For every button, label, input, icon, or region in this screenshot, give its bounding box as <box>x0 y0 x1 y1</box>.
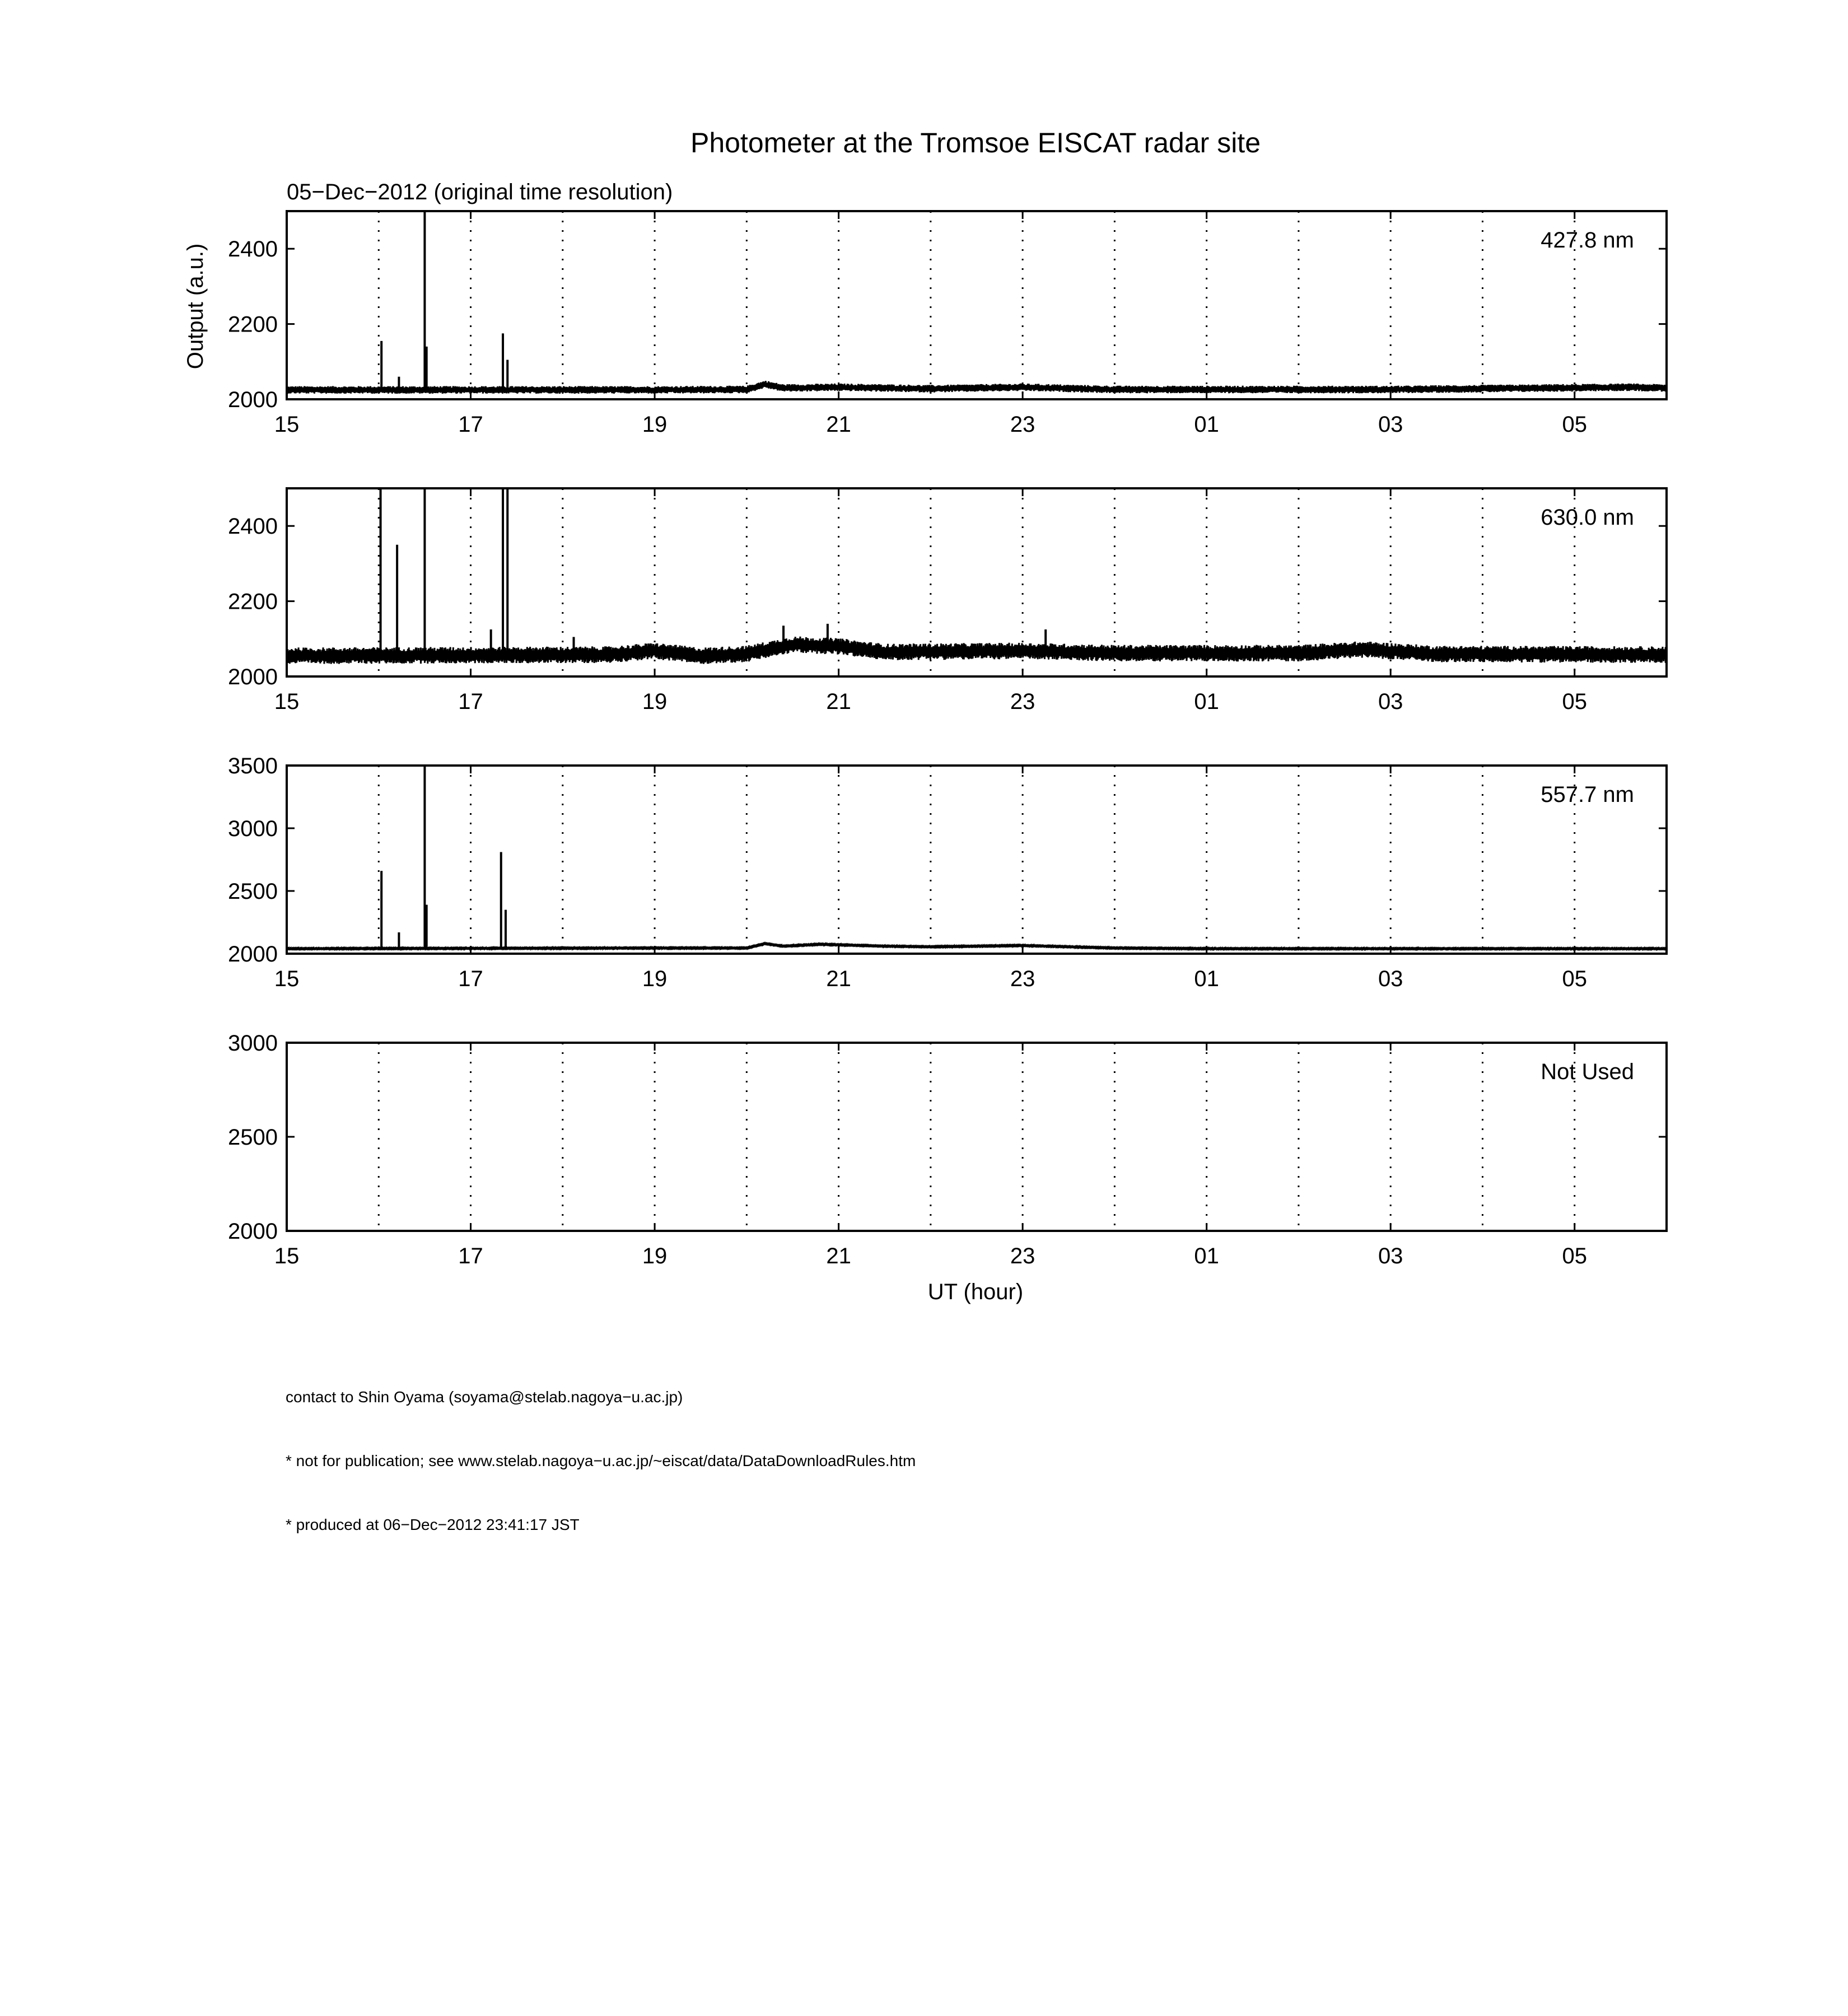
x-tick-label: 19 <box>642 967 668 991</box>
x-tick-label: 23 <box>1010 689 1035 714</box>
panel-frame <box>287 766 1667 954</box>
y-tick-label: 3000 <box>228 1031 278 1056</box>
panel-4 <box>228 1031 1667 1268</box>
panel-2 <box>228 488 1667 714</box>
x-tick-label: 01 <box>1194 689 1219 714</box>
y-tick-label: 3000 <box>228 816 278 841</box>
series-trace <box>287 381 1667 394</box>
spikes <box>381 766 506 949</box>
x-tick-label: 19 <box>642 1244 668 1268</box>
footnote-publication-rules: * not for publication; see www.stelab.nagoya−u.ac.jp/~eiscat/data/DataDownloadRules.htm <box>286 1452 916 1469</box>
x-tick-label: 17 <box>458 967 483 991</box>
x-tick-label: 03 <box>1378 967 1403 991</box>
x-tick-label: 15 <box>274 689 300 714</box>
x-tick-label: 05 <box>1562 689 1587 714</box>
panel-label: 630.0 nm <box>1541 505 1634 530</box>
y-tick-label: 2400 <box>228 514 278 539</box>
y-tick-label: 2200 <box>228 589 278 614</box>
panel-3 <box>228 754 1667 991</box>
y-tick-label: 2000 <box>228 1219 278 1244</box>
y-tick-label: 2000 <box>228 388 278 412</box>
hour-grid <box>379 1043 1574 1231</box>
x-tick-label: 15 <box>274 967 300 991</box>
x-tick-label: 17 <box>458 689 483 714</box>
x-tick-label: 21 <box>826 967 851 991</box>
x-ticks <box>274 488 1587 714</box>
x-tick-label: 17 <box>458 412 483 437</box>
panel-frame <box>287 211 1667 399</box>
x-ticks <box>274 211 1587 437</box>
x-ticks <box>274 1043 1587 1268</box>
x-tick-label: 21 <box>826 412 851 437</box>
footnotes <box>286 1344 916 1557</box>
footnote-produced-at: * produced at 06−Dec−2012 23:41:17 JST <box>286 1516 580 1533</box>
panel-label: 557.7 nm <box>1541 782 1634 807</box>
y-axis-label: Output (a.u.) <box>183 243 208 370</box>
figure-subtitle: 05−Dec−2012 (original time resolution) <box>287 180 673 204</box>
y-tick-label: 2200 <box>228 312 278 337</box>
x-tick-label: 19 <box>642 412 668 437</box>
x-tick-label: 01 <box>1194 412 1219 437</box>
y-tick-label: 2400 <box>228 237 278 262</box>
series-trace <box>287 637 1667 664</box>
spikes <box>381 488 1046 655</box>
footnote-contact: contact to Shin Oyama (soyama@stelab.nagoya−u.ac.jp) <box>286 1388 683 1406</box>
x-tick-label: 01 <box>1194 967 1219 991</box>
x-tick-label: 05 <box>1562 967 1587 991</box>
x-tick-label: 21 <box>826 1244 851 1268</box>
y-tick-label: 2000 <box>228 942 278 967</box>
panels <box>228 211 1667 1268</box>
panel-1 <box>228 211 1667 437</box>
x-tick-label: 15 <box>274 1244 300 1268</box>
x-tick-label: 15 <box>274 412 300 437</box>
x-tick-label: 17 <box>458 1244 483 1268</box>
panel-label: Not Used <box>1541 1060 1634 1084</box>
hour-grid <box>379 766 1574 954</box>
x-tick-label: 23 <box>1010 967 1035 991</box>
x-axis-label: UT (hour) <box>927 1280 1024 1304</box>
x-tick-label: 03 <box>1378 689 1403 714</box>
x-tick-label: 03 <box>1378 1244 1403 1268</box>
y-ticks <box>228 1031 1667 1244</box>
x-tick-label: 03 <box>1378 412 1403 437</box>
y-ticks <box>228 754 1667 967</box>
x-tick-label: 23 <box>1010 1244 1035 1268</box>
spikes <box>381 211 507 390</box>
figure-title: Photometer at the Tromsoe EISCAT radar site <box>690 127 1261 158</box>
y-tick-label: 2500 <box>228 879 278 904</box>
y-tick-label: 2000 <box>228 665 278 689</box>
panel-label: 427.8 nm <box>1541 228 1634 253</box>
x-tick-label: 05 <box>1562 412 1587 437</box>
x-tick-label: 05 <box>1562 1244 1587 1268</box>
x-tick-label: 01 <box>1194 1244 1219 1268</box>
x-tick-label: 21 <box>826 689 851 714</box>
y-tick-label: 3500 <box>228 754 278 778</box>
x-tick-label: 19 <box>642 689 668 714</box>
series-trace <box>287 944 1667 949</box>
hour-grid <box>379 211 1574 399</box>
x-ticks <box>274 766 1587 991</box>
y-ticks <box>228 514 1667 689</box>
x-tick-label: 23 <box>1010 412 1035 437</box>
y-tick-label: 2500 <box>228 1125 278 1150</box>
panel-frame <box>287 1043 1667 1231</box>
